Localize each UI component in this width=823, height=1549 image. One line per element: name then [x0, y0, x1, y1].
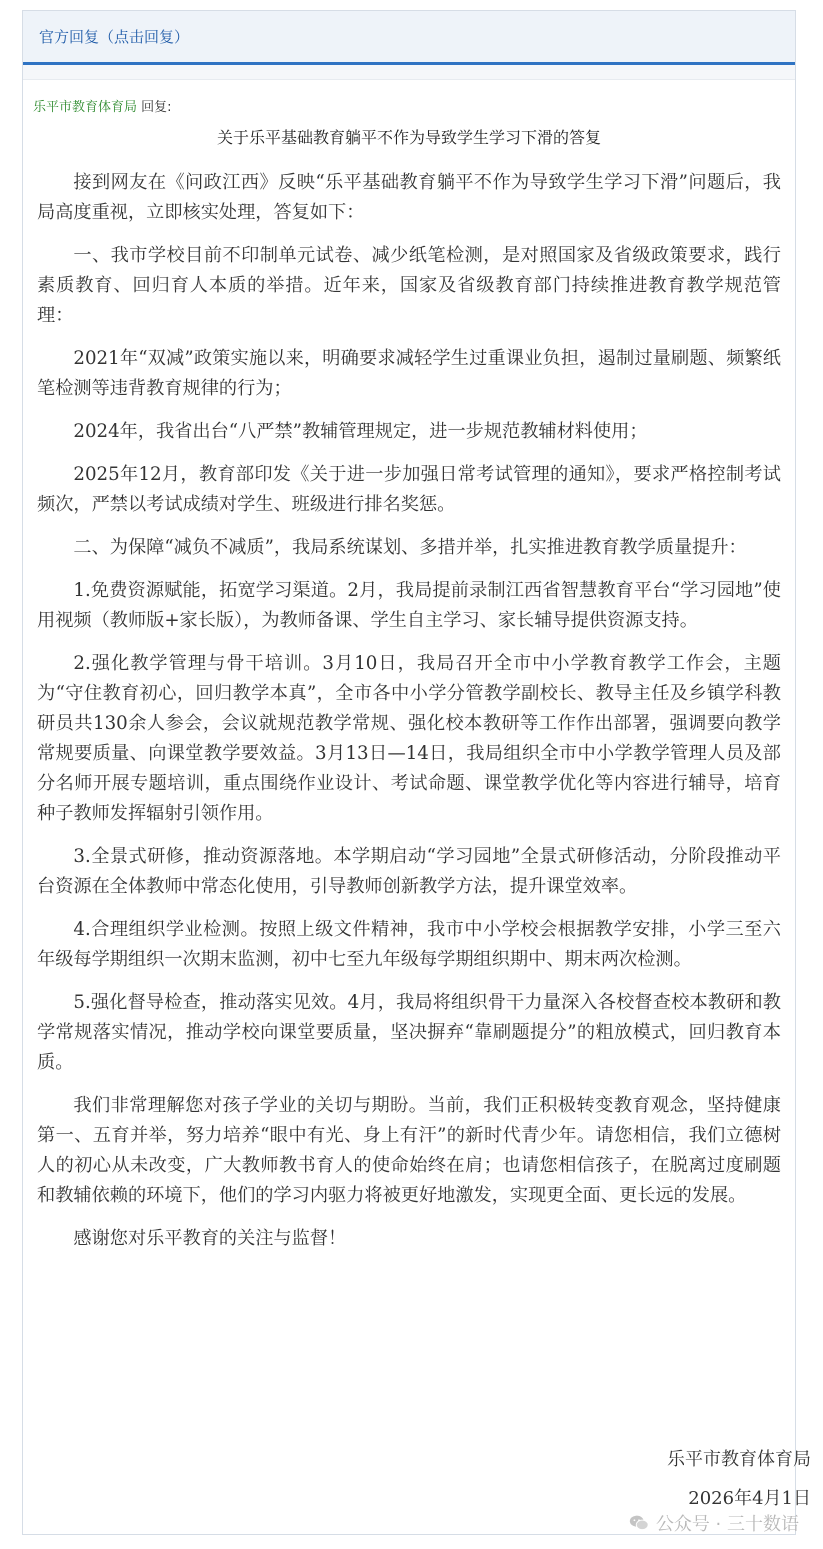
paragraph: 1.免费资源赋能，拓宽学习渠道。2月，我局提前录制江西省智慧教育平台“学习园地”使用视频（教师版+家长版），为教师备课、学生自主学习、家长辅导提供资源支持。 — [37, 580, 781, 631]
paragraph: 二、为保障“减负不减质”，我局系统谋划、多措并举，扎实推进教育教学质量提升： — [73, 537, 747, 558]
paragraph: 2021年“双减”政策实施以来，明确要求减轻学生过重课业负担，遏制过量刷题、频繁纸笔检测等违背教育规律的行为； — [37, 348, 781, 399]
paragraph: 5.强化督导检查，推动落实见效。4月，我局将组织骨干力量深入各校督查校本教研和教学常规落实情况，推动学校向课堂要质量，坚决摒弃“靠刷题提分”的粗放模式，回归教育本质。 — [37, 992, 781, 1073]
reply-org: 乐平市教育体育局 — [33, 100, 138, 115]
paragraph: 我们非常理解您对孩子学业的关切与期盼。当前，我们正积极转变教育观念，坚持健康第一、五育并举，努力培养“眼中有光、身上有汗”的新时代青少年。请您相信，我们立德树人的初心从未改变，广大教师教书育人的使命始终在肩；也请您相信孩子，在脱离过度刷题和教辅依赖的环境下，他们的学习内驱力将被更好地激发，实现更全面、更长远的发展。 — [37, 1095, 781, 1206]
watermark-text: 公众号 · 三十数语 — [655, 1514, 799, 1535]
watermark — [628, 1510, 799, 1536]
paragraph: 2024年，我省出台“八严禁”教辅管理规定，进一步规范教辅材料使用； — [73, 421, 648, 442]
paragraph: 3.全景式研修，推动资源落地。本学期启动“学习园地”全景式研修活动，分阶段推动平台资源在全体教师中常态化使用，引导教师创新教学方法，提升课堂效率。 — [37, 846, 781, 897]
reply-attribution — [23, 80, 795, 115]
paragraph: 感谢您对乐平教育的关注与监督！ — [73, 1228, 347, 1249]
panel-header — [23, 11, 795, 65]
official-reply-link[interactable]: 官方回复（点击回复） — [39, 28, 190, 46]
reply-body — [23, 148, 795, 1254]
reply-date: 2026年4月1日 — [688, 1488, 811, 1509]
reply-title: 关于乐平基础教育躺平不作为导致学生学习下滑的答复 — [216, 128, 601, 147]
paragraph: 接到网友在《问政江西》反映“乐平基础教育躺平不作为导致学生学习下滑”问题后，我局高度重视，立即核实处理，答复如下： — [37, 172, 781, 223]
paragraph: 一、我市学校目前不印制单元试卷、减少纸笔检测，是对照国家及省级政策要求，践行素质教育、回归育人本质的举措。近年来，国家及省级教育部门持续推进教育教学规范管理： — [37, 245, 781, 326]
signature: 乐平市教育体育局 — [667, 1449, 811, 1470]
official-reply-panel — [22, 10, 796, 1535]
wechat-icon — [628, 1512, 650, 1534]
paragraph: 2025年12月，教育部印发《关于进一步加强日常考试管理的通知》，要求严格控制考试频次，严禁以考试成绩对学生、班级进行排名奖惩。 — [37, 464, 781, 515]
paragraph: 2.强化教学管理与骨干培训。3月10日，我局召开全市中小学教育教学工作会，主题为“守住教育初心，回归教学本真”，全市各中小学分管教学副校长、教导主任及乡镇学科教研员共130余人参会，会议就规范教学常规、强化校本教研等工作作出部署，强调要向教学常规要质量、向课堂教学要效益。3月13日—14日，我局组织全市中小学教学管理人员及部分名师开展专题培训，重点围绕作业设计、考试命题、课堂教学优化等内容进行辅导，培育种子教师发挥辐射引领作用。 — [37, 653, 781, 824]
reply-suffix: 回复: — [141, 100, 172, 115]
header-separator — [23, 65, 795, 80]
paragraph: 4.合理组织学业检测。按照上级文件精神，我市中小学校会根据教学安排，小学三至六年级每学期组织一次期末监测，初中七至九年级每学期组织期中、期末两次检测。 — [37, 919, 781, 970]
